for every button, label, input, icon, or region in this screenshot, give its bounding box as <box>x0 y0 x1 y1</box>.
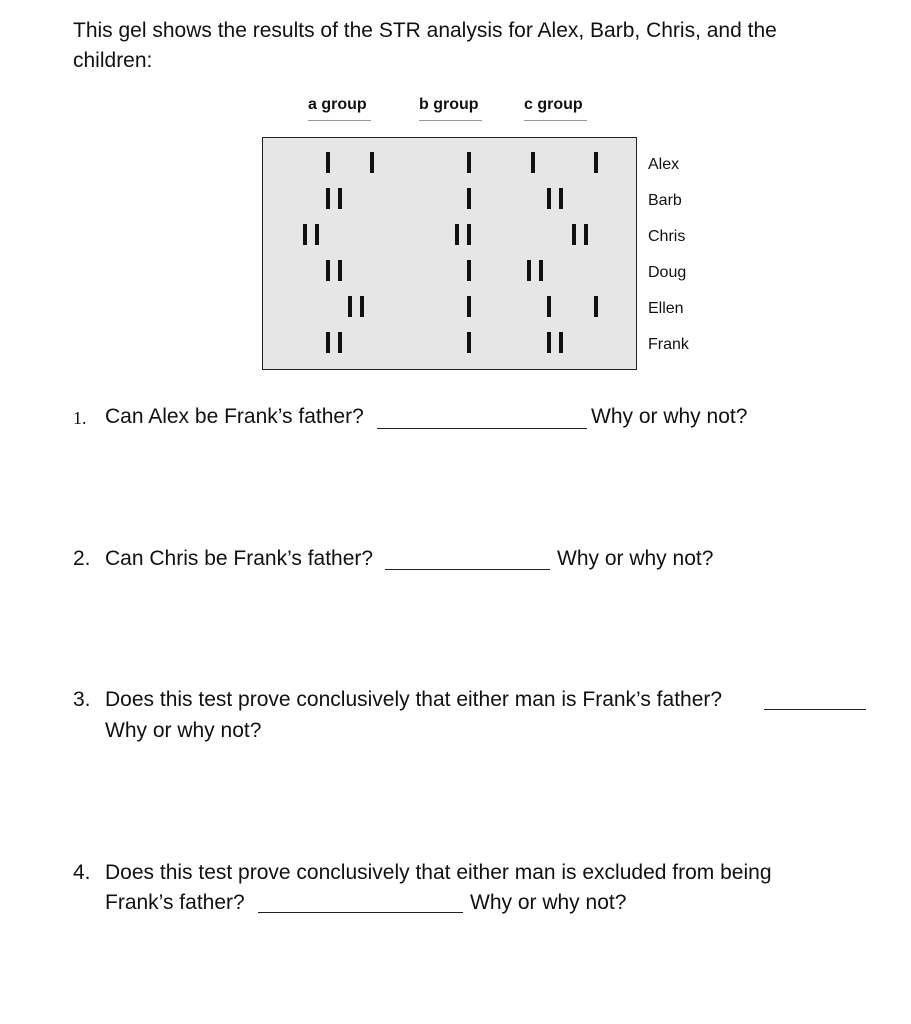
gel-band <box>455 224 459 245</box>
person-label-doug: Doug <box>648 264 687 281</box>
str-gel <box>262 137 637 370</box>
gel-band <box>467 188 471 209</box>
gel-band <box>348 296 352 317</box>
gel-band <box>370 152 374 173</box>
group-b-underline <box>419 120 482 121</box>
gel-band <box>467 296 471 317</box>
group-a-label: a group <box>308 96 367 113</box>
question-4-text: Does this test prove conclusively that either man is excluded from being <box>105 861 772 884</box>
question-1-followup: Why or why not? <box>591 405 748 428</box>
question-3-followup: Why or why not? <box>105 719 262 742</box>
gel-band <box>584 224 588 245</box>
person-label-barb: Barb <box>648 192 682 209</box>
question-3-number: 3. <box>73 688 91 711</box>
question-2-number: 2. <box>73 547 91 570</box>
gel-band <box>467 260 471 281</box>
question-2-text: Can Chris be Frank’s father? <box>105 547 374 570</box>
gel-band <box>315 224 319 245</box>
gel-band <box>527 260 531 281</box>
question-2-followup: Why or why not? <box>557 547 714 570</box>
gel-band <box>531 152 535 173</box>
question-3-answer-blank[interactable] <box>764 709 866 710</box>
gel-band <box>572 224 576 245</box>
gel-band <box>303 224 307 245</box>
question-4-followup: Why or why not? <box>470 891 627 914</box>
person-label-chris: Chris <box>648 228 686 245</box>
gel-band <box>326 332 330 353</box>
question-2-answer-blank[interactable] <box>385 569 550 570</box>
question-4-answer-blank[interactable] <box>258 912 463 913</box>
gel-band <box>559 332 563 353</box>
person-label-ellen: Ellen <box>648 300 684 317</box>
gel-band <box>594 152 598 173</box>
question-1-number: 1. <box>73 408 87 428</box>
gel-band <box>326 188 330 209</box>
gel-band <box>467 152 471 173</box>
gel-band <box>338 332 342 353</box>
gel-band <box>360 296 364 317</box>
gel-band <box>547 332 551 353</box>
group-b-label: b group <box>419 96 479 113</box>
gel-band <box>338 188 342 209</box>
group-a-underline <box>308 120 371 121</box>
gel-band <box>467 332 471 353</box>
gel-band <box>594 296 598 317</box>
gel-band <box>467 224 471 245</box>
question-1-answer-blank[interactable] <box>377 428 587 429</box>
gel-band <box>326 260 330 281</box>
gel-band <box>547 188 551 209</box>
intro-text: This gel shows the results of the STR analysis for Alex, Barb, Chris, and the children: <box>73 19 777 72</box>
question-1-text: Can Alex be Frank’s father? <box>105 405 364 428</box>
group-c-underline <box>524 120 587 121</box>
gel-band <box>338 260 342 281</box>
person-label-frank: Frank <box>648 336 689 353</box>
gel-band <box>326 152 330 173</box>
gel-band <box>539 260 543 281</box>
question-4-number: 4. <box>73 861 91 884</box>
person-label-alex: Alex <box>648 156 680 173</box>
gel-band <box>547 296 551 317</box>
gel-band <box>559 188 563 209</box>
question-3-text: Does this test prove conclusively that either man is Frank’s father? <box>105 688 723 711</box>
question-4-text-line2: Frank’s father? <box>105 891 245 914</box>
group-c-label: c group <box>524 96 583 113</box>
